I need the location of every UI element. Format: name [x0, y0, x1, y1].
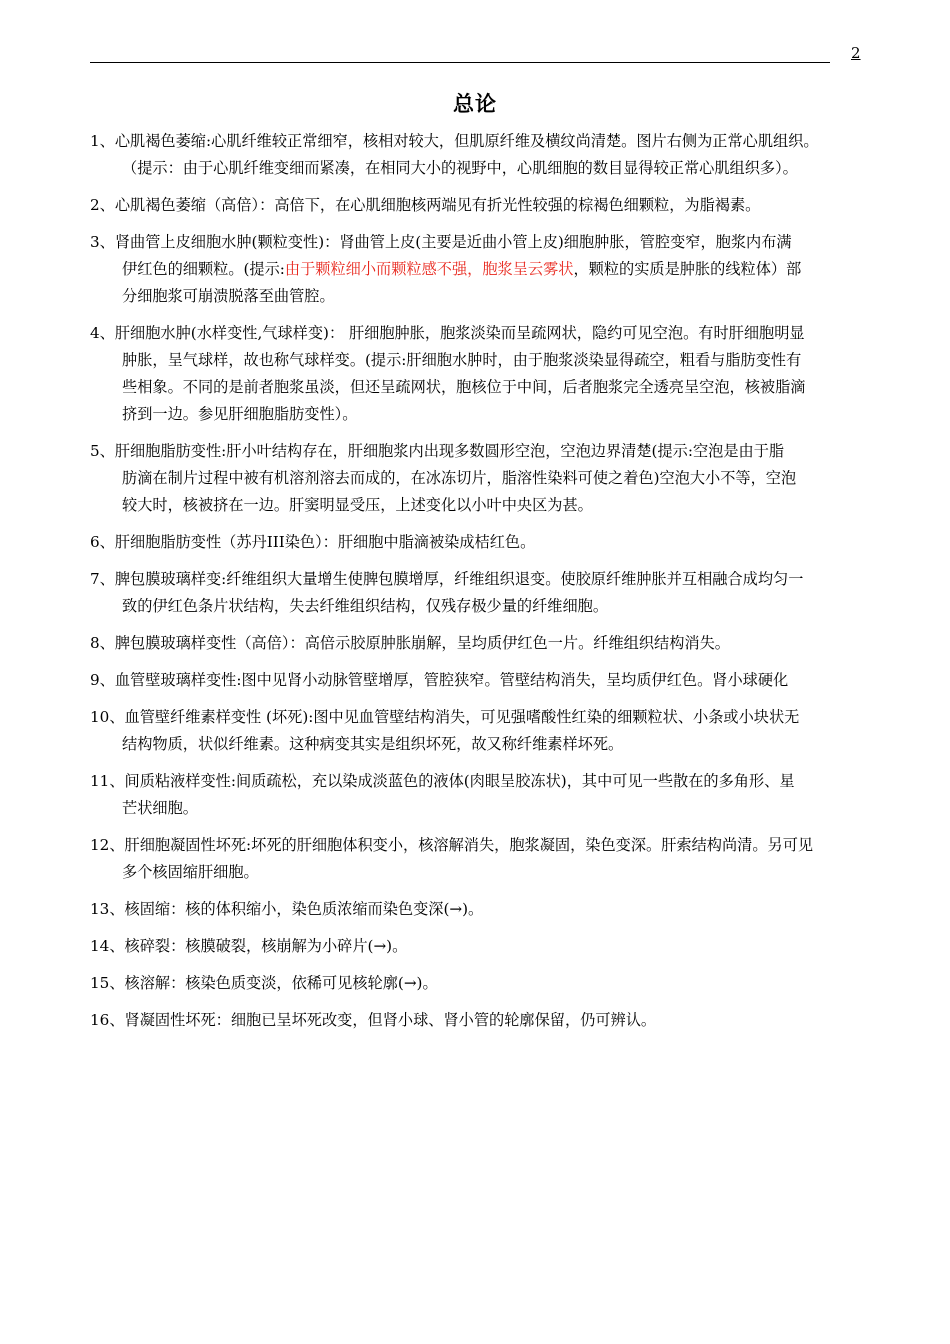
- item-line: 6、肝细胞脂肪变性（苏丹III染色）：肝细胞中脂滴被染成桔红色。: [90, 533, 536, 551]
- item-line: 多个核固缩肝细胞。: [122, 863, 259, 881]
- page-title: 总论: [453, 91, 497, 116]
- item-line: 11、间质粘液样变性:间质疏松，充以染成淡蓝色的液体(肉眼呈胶冻状)，其中可见一些散在的多角形、星: [90, 772, 795, 790]
- page-number: 2: [851, 44, 861, 62]
- list-item: [90, 320, 870, 428]
- item-list: [90, 128, 870, 1044]
- item-line: 9、血管壁玻璃样变性:图中见肾小动脉管壁增厚，管腔狭窄。管壁结构消失，呈均质伊红色。肾小球硬化: [90, 671, 789, 689]
- list-item: [90, 667, 870, 694]
- item-line: 3、肾曲管上皮细胞水肿(颗粒变性)：肾曲管上皮(主要是近曲小管上皮)细胞肿胀，管腔变窄，胞浆内布满: [90, 233, 792, 251]
- list-item: [90, 896, 870, 923]
- item-line-tail: ，颗粒的实质是肿胀的线粒体）部: [573, 260, 802, 278]
- item-line: 12、肝细胞凝固性坏死:坏死的肝细胞体积变小，核溶解消失，胞浆凝固，染色变深。肝索结构尚清。另可见: [90, 836, 814, 854]
- item-line: 分细胞浆可崩溃脱落至曲管腔。: [122, 287, 335, 305]
- item-line: 5、肝细胞脂肪变性:肝小叶结构存在，肝细胞浆内出现多数圆形空泡，空泡边界清楚(提示:空泡是由于脂: [90, 442, 785, 460]
- list-item: [90, 529, 870, 556]
- item-line: 15、核溶解：核染色质变淡，依稀可见核轮廓(→)。: [90, 974, 438, 992]
- list-item: [90, 229, 870, 310]
- item-line-head: 伊红色的细颗粒。(提示:: [122, 260, 285, 278]
- header-rule: [90, 62, 830, 63]
- list-item: [90, 192, 870, 219]
- item-line-mixed: [90, 256, 870, 283]
- item-line: 结构物质，状似纤维素。这种病变其实是组织坏死，故又称纤维素样坏死。: [122, 735, 624, 753]
- item-line: 致的伊红色条片状结构，失去纤维组织结构，仅残存极少量的纤维细胞。: [122, 597, 608, 615]
- list-item: [90, 704, 870, 758]
- list-item: [90, 933, 870, 960]
- item-line: 肪滴在制片过程中被有机溶剂溶去而成的，在冰冻切片，脂溶性染料可使之着色)空泡大小不等，空泡: [122, 469, 797, 487]
- list-item: [90, 630, 870, 657]
- item-line: 些相象。不同的是前者胞浆虽淡，但还呈疏网状，胞核位于中间，后者胞浆完全透亮呈空泡，核被脂滴: [122, 378, 806, 396]
- list-item: [90, 566, 870, 620]
- item-line: 4、肝细胞水肿(水样变性,气球样变)： 肝细胞肿胀，胞浆淡染而呈疏网状，隐约可见空泡。有时肝细胞明显: [90, 324, 805, 342]
- list-item: [90, 768, 870, 822]
- list-item: [90, 128, 870, 182]
- item-line: 10、血管壁纤维素样变性 (坏死):图中见血管壁结构消失，可见强嗜酸性红染的细颗粒状、小条或小块状无: [90, 708, 800, 726]
- item-line: 较大时，核被挤在一边。肝窦明显受压，上述变化以小叶中央区为甚。: [122, 496, 593, 514]
- item-line: （提示：由于心肌纤维变细而紧凑，在相同大小的视野中，心肌细胞的数目显得较正常心肌组织多）。: [122, 159, 798, 177]
- list-item: [90, 1007, 870, 1034]
- list-item: [90, 832, 870, 886]
- highlighted-text: 由于颗粒细小而颗粒感不强，胞浆呈云雾状: [284, 260, 574, 278]
- list-item: [90, 438, 870, 519]
- item-line: 挤到一边。参见肝细胞脂肪变性）。: [122, 405, 358, 423]
- item-line: 肿胀，呈气球样，故也称气球样变。(提示:肝细胞水肿时，由于胞浆淡染显得疏空，粗看与脂肪变性有: [122, 351, 802, 369]
- item-line: 16、肾凝固性坏死：细胞已呈坏死改变，但肾小球、肾小管的轮廓保留，仍可辨认。: [90, 1011, 657, 1029]
- item-line: 1、心肌褐色萎缩:心肌纤维较正常细窄，核相对较大，但肌原纤维及横纹尚清楚。图片右侧为正常心肌组织。: [90, 132, 819, 150]
- item-line: 14、核碎裂：核膜破裂，核崩解为小碎片(→)。: [90, 937, 408, 955]
- list-item: [90, 970, 870, 997]
- item-line: 13、核固缩：核的体积缩小，染色质浓缩而染色变深(→)。: [90, 900, 484, 918]
- item-line: 2、心肌褐色萎缩（高倍）：高倍下，在心肌细胞核两端见有折光性较强的棕褐色细颗粒，为脂褐素。: [90, 196, 761, 214]
- item-line: 8、脾包膜玻璃样变性（高倍）：高倍示胶原肿胀崩解，呈均质伊红色一片。纤维组织结构消失。: [90, 634, 730, 652]
- item-line: 7、脾包膜玻璃样变:纤维组织大量增生使脾包膜增厚，纤维组织退变。使胶原纤维肿胀并互相融合成均匀一: [90, 570, 804, 588]
- item-line: 芒状细胞。: [122, 799, 198, 817]
